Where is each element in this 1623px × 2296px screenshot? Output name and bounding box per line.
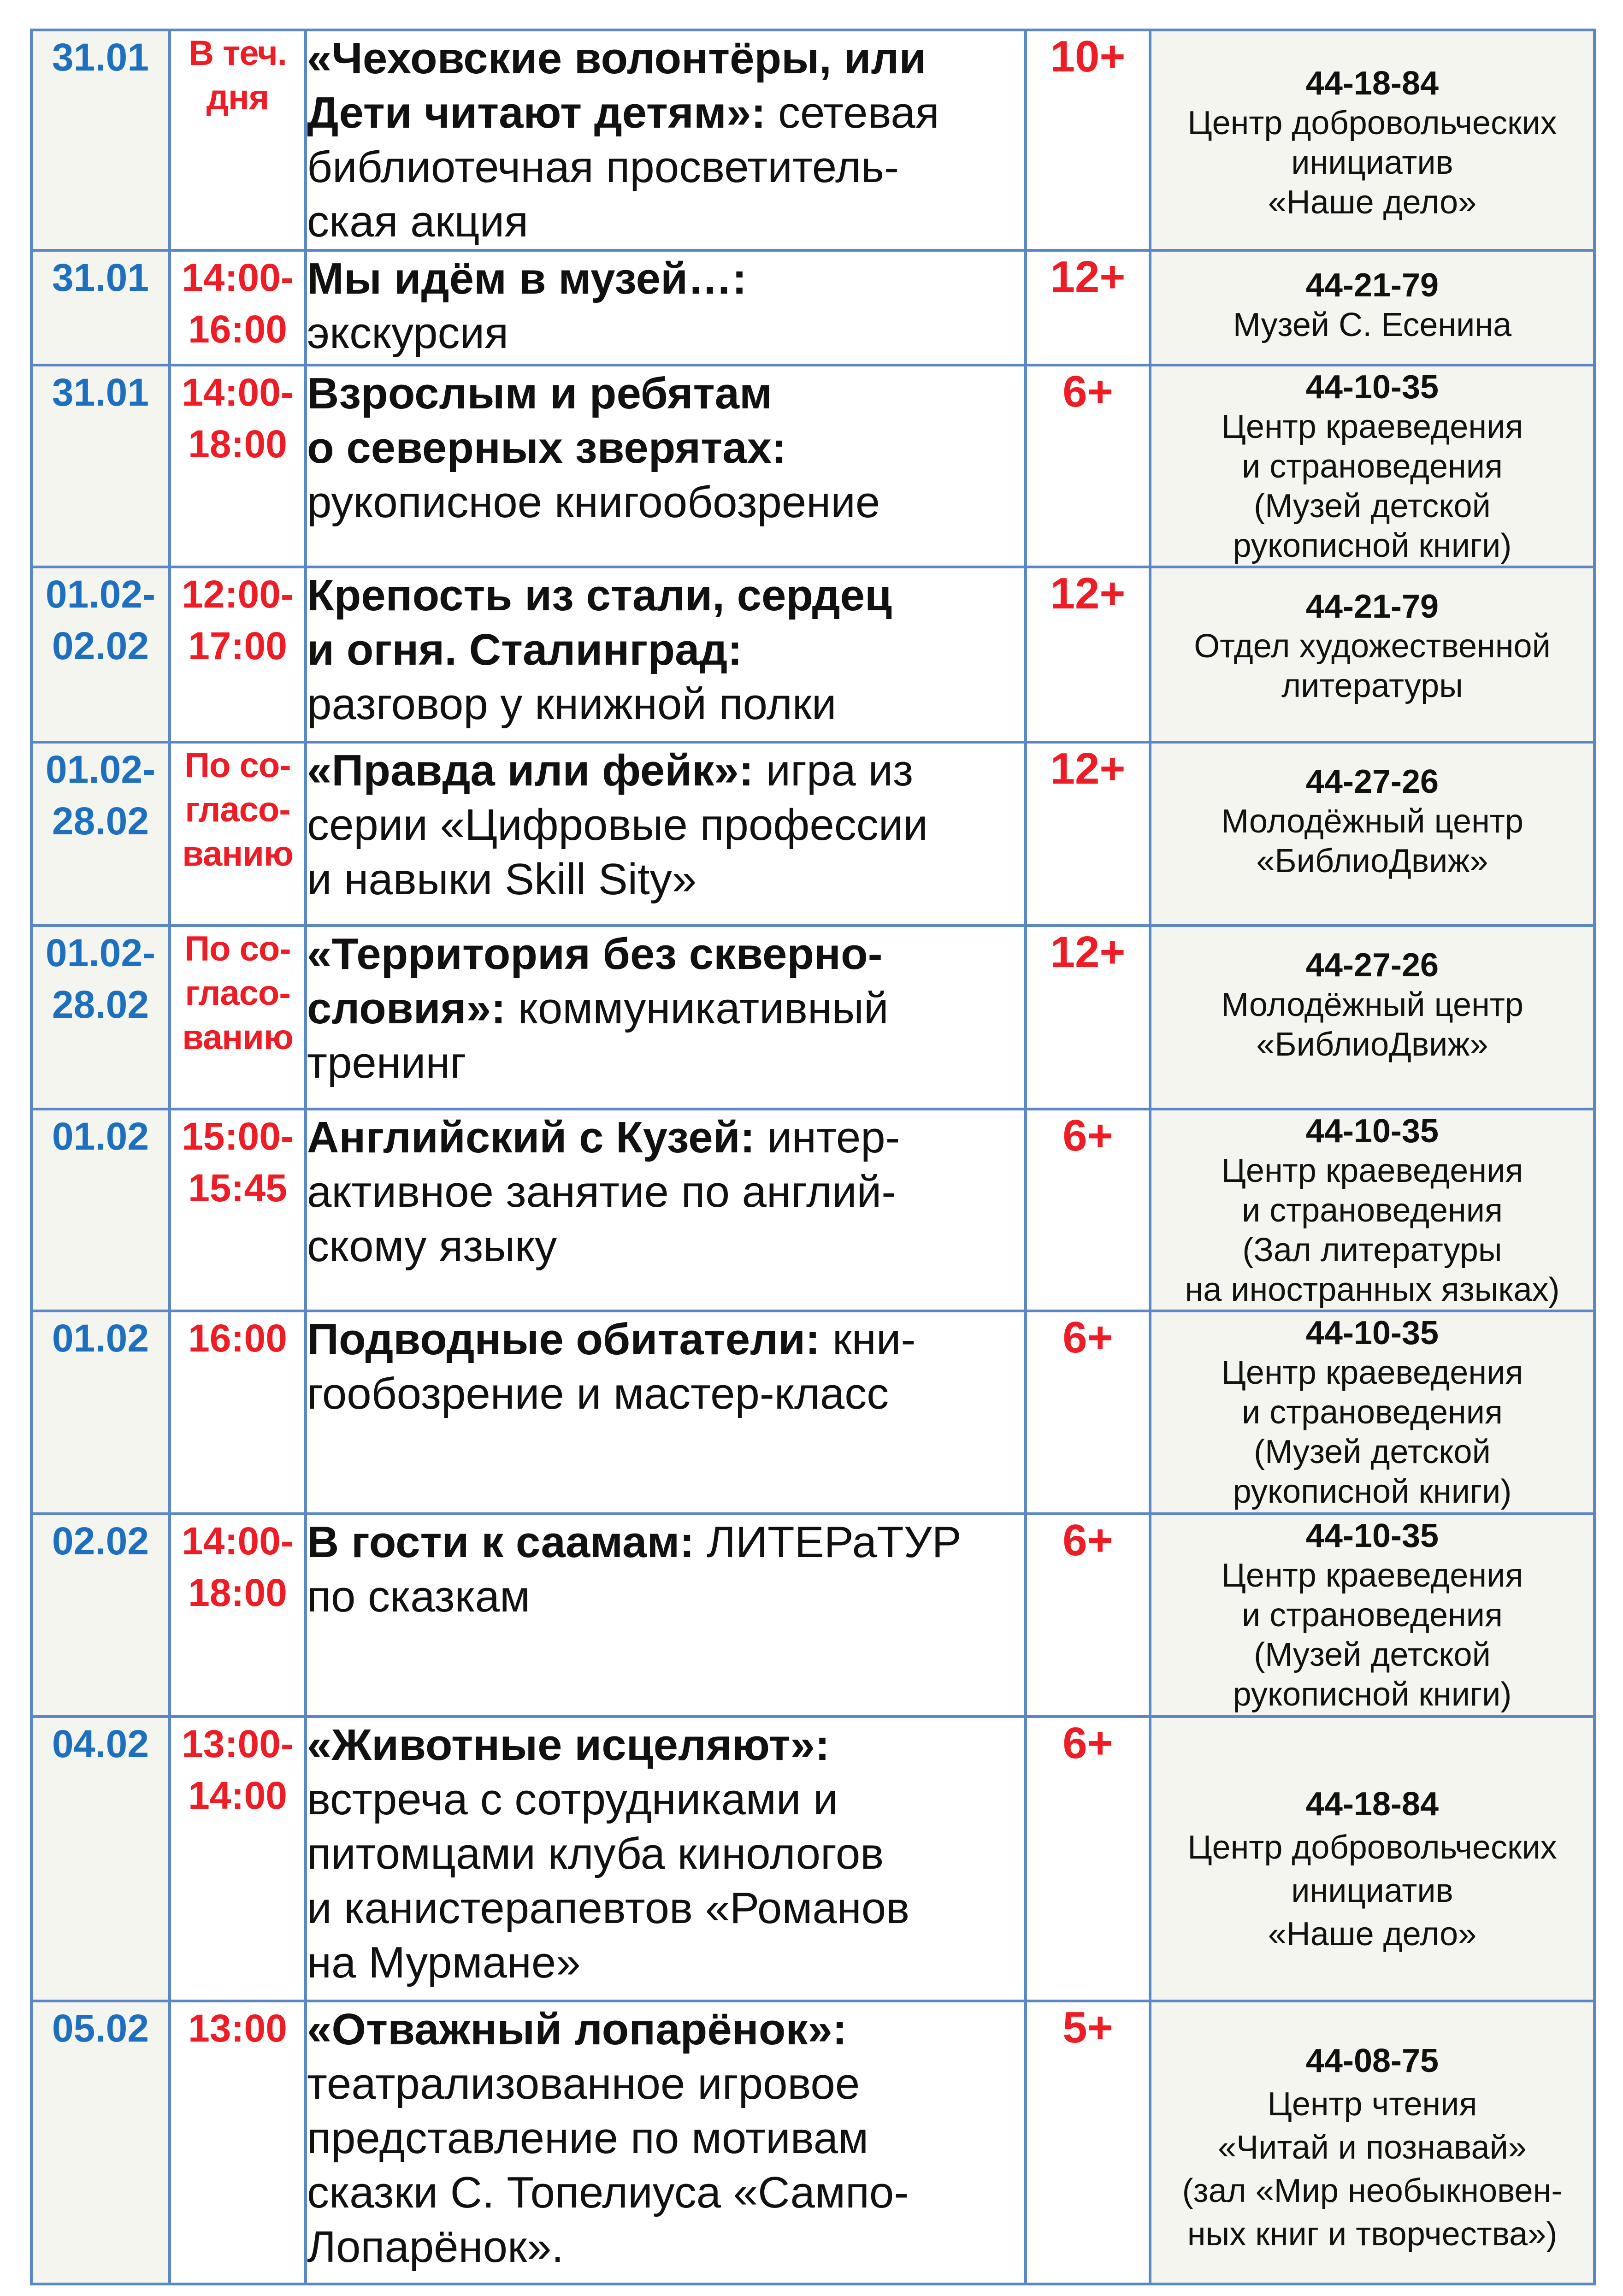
event-contact	[1150, 250, 1594, 365]
event-time: 15:00- 15:45	[170, 1109, 306, 1311]
event-title-bold: Мы идём в музей…:	[307, 254, 747, 303]
age-rating: 10+	[1026, 30, 1150, 250]
table-row	[31, 250, 1594, 365]
event-title-bold: Подводные обитатели:	[307, 1315, 820, 1364]
event-contact	[1150, 926, 1594, 1109]
event-title-bold: Взрослым и ребятам о северных зверятах:	[307, 369, 786, 472]
table-row	[31, 1717, 1594, 2001]
event-description: разговор у книжной полки	[307, 679, 837, 729]
event-title	[306, 742, 1026, 926]
event-time: По со- гласо- ванию	[170, 742, 306, 926]
contact-place: Центр чтения «Читай и познавай» (зал «Мир необыкновен- ных книг и творчества»)	[1182, 2086, 1563, 2253]
table-row	[31, 30, 1594, 250]
contact-phone: 44-10-35	[1305, 369, 1439, 406]
event-description: экскурсия	[307, 308, 509, 358]
age-rating: 12+	[1026, 742, 1150, 926]
contact-place: Центр краеведения и страноведения (Зал литературы на иностранных языках)	[1185, 1152, 1560, 1308]
event-title	[306, 365, 1026, 567]
event-title-bold: Крепость из стали, сердец и огня. Сталинград:	[307, 571, 892, 674]
event-time: 13:00	[170, 2001, 306, 2284]
table-row	[31, 1311, 1594, 1514]
event-description: интер- активное занятие по англий- скому языку	[307, 1113, 900, 1271]
table-row	[31, 926, 1594, 1109]
event-contact	[1150, 365, 1594, 567]
age-rating: 12+	[1026, 250, 1150, 365]
event-title-bold: Английский с Кузей:	[307, 1113, 755, 1162]
age-rating: 6+	[1026, 1514, 1150, 1717]
event-date: 01.02	[31, 1109, 170, 1311]
age-rating: 5+	[1026, 2001, 1150, 2284]
table-row	[31, 365, 1594, 567]
contact-phone: 44-27-26	[1305, 763, 1439, 800]
event-description: встреча с сотрудниками и питомцами клуба кинологов и канистерапевтов «Романов на Мурмане»	[307, 1775, 910, 1987]
age-rating: 6+	[1026, 1311, 1150, 1514]
event-description: кни- гообозрение и мастер-класс	[307, 1315, 916, 1418]
event-title	[306, 1109, 1026, 1311]
table-row	[31, 1514, 1594, 1717]
contact-phone: 44-10-35	[1305, 1315, 1439, 1352]
table-row	[31, 1109, 1594, 1311]
contact-phone: 44-10-35	[1305, 1113, 1439, 1150]
contact-place: Центр добровольческих инициатив «Наше дело»	[1187, 105, 1557, 221]
age-rating: 12+	[1026, 567, 1150, 742]
event-title	[306, 1514, 1026, 1717]
contact-phone: 44-18-84	[1305, 65, 1439, 102]
event-contact	[1150, 2001, 1594, 2284]
table-row	[31, 2001, 1594, 2284]
event-contact	[1150, 1109, 1594, 1311]
event-title	[306, 30, 1026, 250]
contact-phone: 44-27-26	[1305, 947, 1439, 984]
event-time: 13:00- 14:00	[170, 1717, 306, 2001]
event-date: 01.02	[31, 1311, 170, 1514]
event-description: коммуникативный тренинг	[307, 984, 889, 1087]
event-title-bold: В гости к саамам:	[307, 1517, 695, 1567]
contact-place: Молодёжный центр «БиблиоДвиж»	[1221, 803, 1523, 879]
event-description: рукописное книгообозрение	[307, 478, 880, 527]
event-time: В теч. дня	[170, 30, 306, 250]
age-rating: 12+	[1026, 926, 1150, 1109]
event-date: 01.02- 02.02	[31, 567, 170, 742]
event-contact	[1150, 742, 1594, 926]
event-time: По со- гласо- ванию	[170, 926, 306, 1109]
event-contact	[1150, 1311, 1594, 1514]
event-date: 04.02	[31, 1717, 170, 2001]
event-date: 31.01	[31, 250, 170, 365]
event-title-bold: «Территория без скверно- словия»:	[307, 929, 883, 1033]
event-title	[306, 1717, 1026, 2001]
event-contact	[1150, 567, 1594, 742]
age-rating: 6+	[1026, 1717, 1150, 2001]
event-title-bold: «Чеховские волонтёры, или Дети читают детям»:	[307, 34, 927, 137]
event-description: ЛИТЕРаТУР по сказкам	[307, 1517, 962, 1621]
contact-phone: 44-10-35	[1305, 1517, 1439, 1554]
contact-place: Музей С. Есенина	[1233, 307, 1512, 343]
event-title	[306, 926, 1026, 1109]
contact-phone: 44-21-79	[1305, 588, 1439, 625]
event-date: 05.02	[31, 2001, 170, 2284]
event-description: игра из серии «Цифровые профессии и навыки Skill Sity»	[307, 746, 928, 904]
event-title-bold: «Животные исцеляют»:	[307, 1720, 830, 1770]
event-date: 01.02- 28.02	[31, 926, 170, 1109]
contact-phone: 44-08-75	[1305, 2042, 1439, 2079]
event-title	[306, 1311, 1026, 1514]
event-contact	[1150, 30, 1594, 250]
event-time: 12:00- 17:00	[170, 567, 306, 742]
contact-place: Молодёжный центр «БиблиоДвиж»	[1221, 986, 1523, 1063]
event-date: 01.02- 28.02	[31, 742, 170, 926]
age-rating: 6+	[1026, 1109, 1150, 1311]
event-title-bold: «Правда или фейк»:	[307, 746, 754, 795]
table-row	[31, 742, 1594, 926]
event-time: 14:00- 16:00	[170, 250, 306, 365]
event-time: 14:00- 18:00	[170, 365, 306, 567]
event-title	[306, 567, 1026, 742]
event-description: сетевая библиотечная просветитель- ская акция	[307, 88, 939, 246]
table-row	[31, 567, 1594, 742]
contact-place: Центр краеведения и страноведения (Музей детской рукописной книги)	[1221, 408, 1523, 564]
age-rating: 6+	[1026, 365, 1150, 567]
contact-place: Центр краеведения и страноведения (Музей детской рукописной книги)	[1221, 1557, 1523, 1713]
event-time: 16:00	[170, 1311, 306, 1514]
event-title-bold: «Отважный лопарёнок»:	[307, 2005, 847, 2054]
contact-place: Отдел художественной литературы	[1194, 628, 1551, 704]
contact-place: Центр добровольческих инициатив «Наше дело»	[1187, 1829, 1557, 1953]
event-title	[306, 250, 1026, 365]
event-title	[306, 2001, 1026, 2284]
event-date: 02.02	[31, 1514, 170, 1717]
contact-phone: 44-18-84	[1305, 1786, 1439, 1823]
event-date: 31.01	[31, 365, 170, 567]
event-description: театрализованное игровое представление по мотивам сказки С. Топелиуса «Сампо- Лопарёнок».	[307, 2059, 909, 2272]
contact-phone: 44-21-79	[1305, 267, 1439, 304]
event-contact	[1150, 1514, 1594, 1717]
event-date: 31.01	[31, 30, 170, 250]
event-contact	[1150, 1717, 1594, 2001]
event-time: 14:00- 18:00	[170, 1514, 306, 1717]
event-schedule-table	[30, 29, 1596, 2285]
contact-place: Центр краеведения и страноведения (Музей детской рукописной книги)	[1221, 1354, 1523, 1510]
